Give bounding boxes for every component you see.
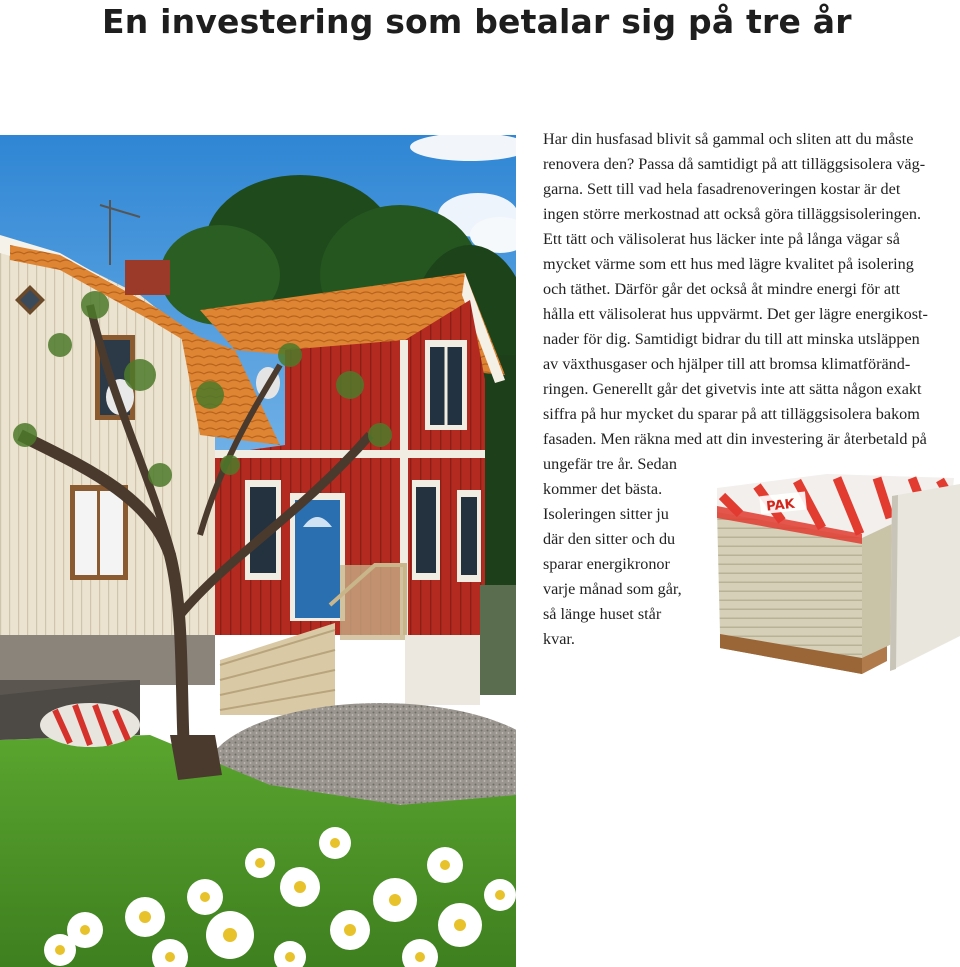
body-line: siffra på hur mycket du sparar på att tilläggsisolera bakom — [543, 405, 920, 423]
body-line: och täthet. Därför går det också åt mindre energi för att — [543, 280, 901, 298]
body-line: Har din husfasad blivit så gammal och sliten att du måste — [543, 130, 914, 148]
body-line: ungefär tre år. Sedan — [543, 455, 677, 473]
body-line: varje månad som går, — [543, 580, 682, 598]
body-line: mycket värme som ett hus med lägre kvalitet på isolering — [543, 255, 914, 273]
insulation-package-image — [712, 466, 960, 681]
body-line: av växthusgaser och hjälper till att bromsa klimatföränd- — [543, 355, 911, 373]
body-line: sparar energikronor — [543, 555, 670, 573]
body-line: Ett tätt och välisolerat hus läcker inte på långa vägar så — [543, 230, 900, 248]
body-line: så länge huset står — [543, 605, 662, 623]
house-photo — [0, 135, 516, 967]
body-line: Isoleringen sitter ju — [543, 505, 669, 523]
body-line: kommer det bästa. — [543, 480, 663, 498]
body-line: kvar. — [543, 630, 575, 648]
package-label: PAK — [765, 496, 796, 515]
body-line: där den sitter och du — [543, 530, 676, 548]
body-line: fasaden. Men räkna med att din investering är återbetald på — [543, 430, 927, 448]
body-line: ringen. Generellt går det givetvis inte att sätta någon exakt — [543, 380, 922, 398]
body-line: ingen större merkostnad att också göra tilläggsisoleringen. — [543, 205, 922, 223]
body-line: renovera den? Passa då samtidigt på att tilläggsisolera väg- — [543, 155, 926, 173]
body-line: hålla ett välisolerat hus uppvärmt. Det ger lägre energikost- — [543, 305, 928, 323]
body-line: nader för dig. Samtidigt bidrar du till att minska utsläppen — [543, 330, 920, 348]
page-title: En investering som betalar sig på tre år — [102, 2, 852, 41]
body-line: garna. Sett till vad hela fasadrenoveringen kostar är det — [543, 180, 901, 198]
